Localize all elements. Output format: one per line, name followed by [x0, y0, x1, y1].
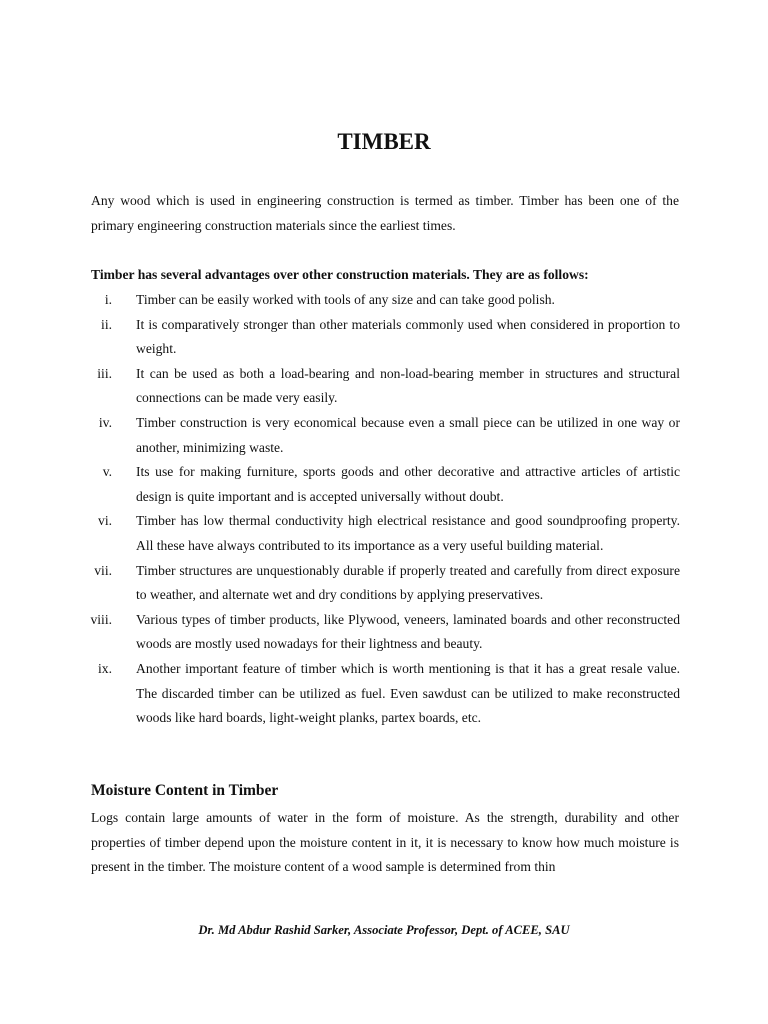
intro-paragraph: Any wood which is used in engineering construction is termed as timber. Timber has been one of the primary engineering construction materials since the earliest times.: [91, 193, 679, 233]
section-heading-moisture: Moisture Content in Timber: [91, 782, 279, 799]
list-item-number: i.: [104, 292, 112, 307]
list-item-number: vii.: [94, 562, 112, 578]
advantages-lead: Timber has several advantages over other construction materials. They are as follows:: [91, 267, 589, 282]
list-item-text: It is comparatively stronger than other materials commonly used when considered in proportion to weight.: [136, 316, 680, 357]
list-item-text: Another important feature of timber which is worth mentioning is that it has a great resale value. The discarded timber can be utilized as fuel. Even sawdust can be utilized to make reconstructed woods like hard boards, light-weight planks, partex boards, etc.: [136, 660, 680, 726]
list-item-number: v.: [102, 464, 112, 480]
list-item-number: viii.: [90, 611, 112, 627]
list-item-number: ii.: [101, 316, 112, 332]
list-item: [60, 657, 680, 731]
list-item: [60, 313, 680, 362]
moisture-paragraph: Logs contain large amounts of water in the form of moisture. As the strength, durability and other properties of timber depend upon the moisture content in it, it is necessary to know how much moisture is present in the timber. The moisture content of a wood sample is determined from thin: [91, 810, 679, 875]
list-item-text: Timber structures are unquestionably durable if properly treated and carefully from direct exposure to weather, and alternate wet and dry conditions by applying preservatives.: [136, 562, 680, 603]
list-item-text: Timber construction is very economical because even a small piece can be utilized in one way or another, minimizing waste.: [136, 414, 680, 455]
page-footer: Dr. Md Abdur Rashid Sarker, Associate Professor, Dept. of ACEE, SAU: [198, 923, 570, 937]
list-item-text: Its use for making furniture, sports goods and other decorative and attractive articles of artistic design is quite important and is accepted universally without doubt.: [136, 464, 680, 504]
list-item: [60, 288, 680, 313]
list-item-number: vi.: [98, 513, 112, 529]
list-item: [60, 411, 680, 460]
advantages-list: [60, 288, 680, 731]
list-item-number: iv.: [98, 414, 112, 430]
list-item-text: Various types of timber products, like Plywood, veneers, laminated boards and other reconstructed woods are mostly used nowadays for their lightness and beauty.: [136, 611, 680, 652]
list-item: [60, 509, 680, 558]
list-item-text: Timber can be easily worked with tools of any size and can take good polish.: [136, 292, 555, 307]
list-item-number: iii.: [97, 365, 112, 381]
list-item-text: It can be used as both a load-bearing and non-load-bearing member in structures and structural connections can be made very easily.: [136, 365, 680, 406]
list-item-text: Timber has low thermal conductivity high electrical resistance and good soundproofing property. All these have always contributed to its importance as a very useful building material.: [136, 513, 680, 553]
list-item: [60, 559, 680, 608]
page-title: TIMBER: [337, 129, 431, 154]
list-item: [60, 460, 680, 509]
list-item: [60, 608, 680, 657]
list-item-number: ix.: [98, 660, 112, 676]
list-item: [60, 362, 680, 411]
